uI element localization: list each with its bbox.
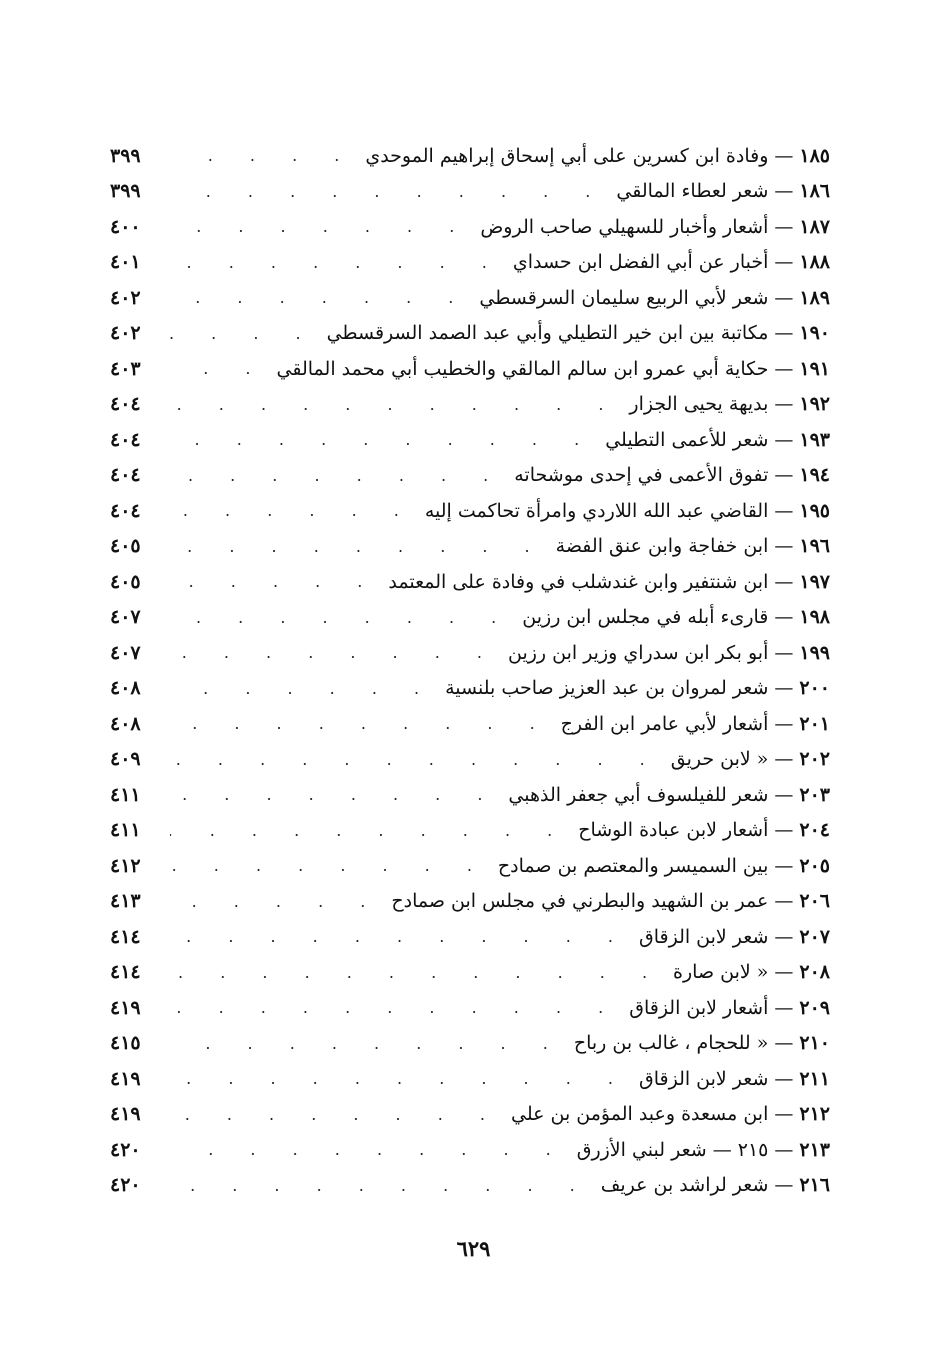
entry-dash: — (774, 499, 794, 522)
toc-entry (110, 671, 830, 707)
entry-page: ٤٠٥ (110, 570, 141, 593)
dot-leader (170, 572, 388, 591)
entry-dash: — (774, 180, 794, 203)
dot-leader (170, 679, 445, 698)
toc-entry (110, 209, 830, 245)
dot-leader (170, 466, 514, 485)
dot-leader (170, 288, 479, 307)
entry-page: ٤٠٤ (110, 428, 141, 451)
entry-number: ١٩٠ (799, 322, 830, 345)
toc-entry (110, 138, 830, 174)
dot-leader (170, 1034, 574, 1053)
entry-number: ٢١٠ (799, 1032, 830, 1055)
dot-leader (170, 217, 480, 236)
entry-page: ٤١٣ (110, 890, 141, 913)
entry-number: ٢٠٠ (799, 677, 830, 700)
toc-entry (110, 706, 830, 742)
entry-page: ٣٩٩ (110, 144, 141, 167)
entry-page: ٤٠٨ (110, 677, 141, 700)
entry-page: ٤٠٢ (110, 322, 141, 345)
dot-leader (170, 1069, 639, 1088)
entry-title: شعر لمروان بن عبد العزيز صاحب بلنسية (445, 677, 769, 700)
entry-page: ٤٠٤ (110, 464, 141, 487)
entry-number: ١٨٩ (799, 286, 830, 309)
entry-dash: — (774, 286, 794, 309)
entry-number: ٢٠٧ (799, 925, 830, 948)
entry-number: ٢٠٩ (799, 996, 830, 1019)
entry-page: ٤١٤ (110, 925, 141, 948)
entry-page: ٤٠١ (110, 251, 141, 274)
entry-dash: — (774, 251, 794, 274)
dot-leader (170, 253, 513, 272)
entry-number: ١٩٩ (799, 641, 830, 664)
entry-number: ١٩٧ (799, 570, 830, 593)
entry-title: أشعار لابن عبادة الوشاح (578, 819, 769, 842)
entry-number: ٢٠١ (799, 712, 830, 735)
entry-dash: — (774, 925, 794, 948)
toc-entry (110, 245, 830, 281)
entry-dash: — (774, 1174, 794, 1197)
entry-number: ٢٠٦ (799, 890, 830, 913)
entry-title: شعر لعطاء المالقي (616, 180, 769, 203)
dot-leader (170, 998, 629, 1017)
entry-page: ٤٠٣ (110, 357, 141, 380)
toc-entry (110, 1061, 830, 1097)
dot-leader (170, 1105, 511, 1124)
entry-title: ابن شنتفير وابن غندشلب في وفادة على المعتمد (388, 570, 769, 593)
entry-number: ١٨٨ (799, 251, 830, 274)
entry-number: ٢١٣ (799, 1138, 830, 1161)
toc-entry (110, 1168, 830, 1204)
dot-leader (170, 430, 605, 449)
entry-title: تفوق الأعمى في إحدى موشحاته (514, 464, 769, 487)
entry-dash: — (774, 1103, 794, 1126)
entry-title: « للحجام ، غالب بن رباح (573, 1032, 769, 1055)
toc-entry (110, 777, 830, 813)
entry-page: ٤١١ (110, 819, 141, 842)
entry-title: حكاية أبي عمرو ابن سالم المالقي والخطيب أبي محمد المالقي (276, 357, 769, 380)
dot-leader (170, 608, 522, 627)
entry-page: ٤٠٩ (110, 748, 141, 771)
entry-dash: — (774, 996, 794, 1019)
toc-entry (110, 1026, 830, 1062)
dot-leader (170, 1176, 601, 1195)
entry-dash: — (774, 783, 794, 806)
entry-page: ٤٢٠ (110, 1174, 141, 1197)
toc-entry (110, 1097, 830, 1133)
entry-dash: — (774, 890, 794, 913)
entry-page: ٤٢٠ (110, 1138, 141, 1161)
entry-dash: — (774, 215, 794, 238)
entry-dash: — (774, 1067, 794, 1090)
entry-dash: — (774, 677, 794, 700)
entry-number: ٢٠٤ (799, 819, 830, 842)
toc-entry (110, 493, 830, 529)
entry-number: ٢١١ (799, 1067, 830, 1090)
entry-dash: — (774, 854, 794, 877)
entry-number: ١٩١ (799, 357, 830, 380)
toc-entry (110, 387, 830, 423)
entry-title: عمر بن الشهيد والبطرني في مجلس ابن صمادح (391, 890, 769, 913)
entry-dash: — (774, 428, 794, 451)
page-number: ٦٢٩ (456, 1236, 491, 1261)
toc-entry (110, 600, 830, 636)
entry-number: ١٩٦ (799, 535, 830, 558)
entry-title: شعر للأعمى التطيلي (605, 428, 769, 451)
toc-entry (110, 813, 830, 849)
entry-number: ١٩٤ (799, 464, 830, 487)
entry-dash: — (774, 712, 794, 735)
entry-title: بديهة يحيى الجزار (629, 393, 769, 416)
entry-title: « لابن حريق (670, 748, 769, 771)
dot-leader (170, 963, 673, 982)
toc-entry (110, 919, 830, 955)
entry-title: شعر لابن الزقاق (638, 1067, 769, 1090)
entry-dash: — (774, 357, 794, 380)
toc-entry (110, 316, 830, 352)
entry-title: أخبار عن أبي الفضل ابن حسداي (512, 251, 769, 274)
toc-entry (110, 174, 830, 210)
entry-title: شعر لأبي الربيع سليمان السرقسطي (479, 286, 769, 309)
entry-number: ١٩٥ (799, 499, 830, 522)
dot-leader (170, 146, 365, 165)
entry-title: شعر لابن الزقاق (638, 925, 769, 948)
entry-page: ٤٠٤ (110, 499, 141, 522)
entry-number: ٢٠٢ (799, 748, 830, 771)
toc-entry (110, 458, 830, 494)
entry-page: ٤٠٥ (110, 535, 141, 558)
entry-number: ١٨٧ (799, 215, 830, 238)
dot-leader (170, 750, 671, 769)
dot-leader (170, 324, 327, 343)
toc-entry (110, 1132, 830, 1168)
table-of-contents (110, 138, 830, 1203)
entry-title: أشعار لابن الزقاق (629, 996, 769, 1019)
entry-dash: — (774, 1032, 794, 1055)
toc-entry (110, 422, 830, 458)
entry-dash: — (774, 570, 794, 593)
entry-page: ٤٠٧ (110, 641, 141, 664)
entry-number: ٢١٦ (799, 1174, 830, 1197)
dot-leader (170, 714, 561, 733)
dot-leader (170, 856, 498, 875)
entry-title: مكاتبة بين ابن خير التطيلي وأبي عبد الصمد السرقسطي (326, 322, 769, 345)
toc-entry (110, 351, 830, 387)
toc-entry (110, 635, 830, 671)
toc-entry (110, 955, 830, 991)
entry-dash: — (774, 748, 794, 771)
entry-page: ٣٩٩ (110, 180, 141, 203)
toc-entry (110, 742, 830, 778)
entry-number: ٢٠٣ (799, 783, 830, 806)
entry-page: ٤٠٢ (110, 286, 141, 309)
entry-page: ٤١٩ (110, 1103, 141, 1126)
entry-dash: — (774, 606, 794, 629)
entry-page: ٤٠٤ (110, 393, 141, 416)
entry-page: ٤١٩ (110, 1067, 141, 1090)
dot-leader (170, 182, 616, 201)
toc-entry (110, 884, 830, 920)
toc-entry (110, 990, 830, 1026)
toc-entry (110, 280, 830, 316)
entry-title: وفادة ابن كسرين على أبي إسحاق إبراهيم الموحدي (365, 144, 769, 167)
entry-number: ١٩٢ (799, 393, 830, 416)
entry-dash: — (774, 464, 794, 487)
dot-leader (170, 643, 508, 662)
entry-number: ١٩٣ (799, 428, 830, 451)
dot-leader (170, 821, 578, 840)
dot-leader (170, 501, 425, 520)
entry-page: ٤٠٨ (110, 712, 141, 735)
dot-leader (170, 785, 508, 804)
entry-dash: — (774, 641, 794, 664)
dot-leader (170, 359, 277, 378)
entry-dash: — (774, 535, 794, 558)
entry-page: ٤٠٧ (110, 606, 141, 629)
entry-dash: — (774, 144, 794, 167)
dot-leader (170, 892, 391, 911)
entry-title: ابن مسعدة وعبد المؤمن بن علي (510, 1103, 769, 1126)
entry-title: شعر للفيلسوف أبي جعفر الذهبي (508, 783, 769, 806)
entry-number: ١٨٦ (799, 180, 830, 203)
entry-page: ٤١٥ (110, 1032, 141, 1055)
entry-page: ٤١٤ (110, 961, 141, 984)
entry-title: القاضي عبد الله اللاردي وامرأة تحاكمت إليه (424, 499, 769, 522)
entry-title: أبو بكر ابن سدراي وزير ابن رزين (507, 641, 769, 664)
entry-title: « لابن صارة (673, 961, 769, 984)
entry-number: ١٩٨ (799, 606, 830, 629)
entry-title: ٢١٥ — شعر لبني الأزرق (576, 1138, 769, 1161)
toc-entry (110, 848, 830, 884)
entry-dash: — (774, 961, 794, 984)
entry-number: ٢٠٨ (799, 961, 830, 984)
entry-title: شعر لراشد بن عريف (600, 1174, 769, 1197)
entry-dash: — (774, 1138, 794, 1161)
entry-dash: — (774, 393, 794, 416)
entry-dash: — (774, 819, 794, 842)
entry-dash: — (774, 322, 794, 345)
toc-entry (110, 529, 830, 565)
dot-leader (170, 395, 629, 414)
toc-entry (110, 564, 830, 600)
entry-number: ٢٠٥ (799, 854, 830, 877)
entry-title: أشعار وأخبار للسهيلي صاحب الروض (480, 215, 769, 238)
entry-page: ٤٠٠ (110, 215, 141, 238)
entry-page: ٤١٩ (110, 996, 141, 1019)
dot-leader (170, 1140, 577, 1159)
entry-number: ١٨٥ (799, 144, 830, 167)
entry-title: بين السميسر والمعتصم بن صمادح (497, 854, 769, 877)
entry-title: ابن خفاجة وابن عنق الفضة (555, 535, 769, 558)
entry-title: أشعار لأبي عامر ابن الفرج (560, 712, 769, 735)
entry-number: ٢١٢ (799, 1103, 830, 1126)
entry-page: ٤١٢ (110, 854, 141, 877)
entry-page: ٤١١ (110, 783, 141, 806)
dot-leader (170, 927, 639, 946)
entry-title: قارىء أبله في مجلس ابن رزين (522, 606, 769, 629)
dot-leader (170, 537, 556, 556)
